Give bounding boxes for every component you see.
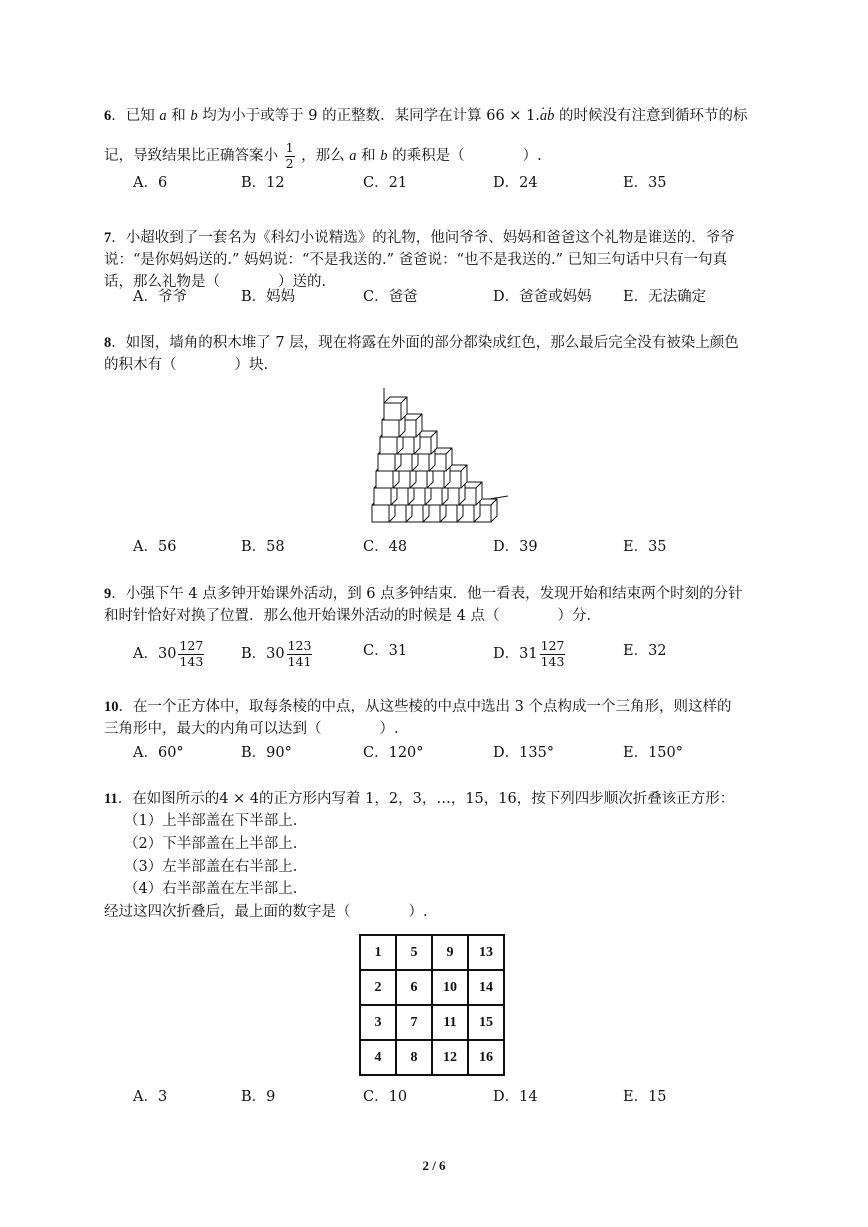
frac-num: 123 <box>287 638 312 653</box>
q9-options <box>133 638 833 669</box>
q10-option-a[interactable]: A．60° <box>133 745 184 761</box>
q8-option-a[interactable]: A．56 <box>133 539 177 555</box>
q11-option-a[interactable]: A．3 <box>133 1089 168 1105</box>
q6-line-2 <box>104 142 542 170</box>
q7-line-1 <box>104 228 735 248</box>
var-b: b <box>380 148 388 164</box>
q10-line-1 <box>104 697 731 717</box>
q11-option-b[interactable]: B．9 <box>241 1089 276 1105</box>
grid-cell: 11 <box>432 1005 468 1040</box>
mixed-number <box>158 640 206 668</box>
page-number: 2 / 6 <box>422 1158 446 1173</box>
grid-cell: 15 <box>468 1005 504 1040</box>
q8-line-1 <box>104 333 739 353</box>
q10-option-b[interactable]: B．90° <box>241 745 292 761</box>
q7-number: 7 <box>104 230 112 246</box>
q11-step-4: （4）右半部盖在左半部上. <box>124 881 298 897</box>
fraction <box>178 640 204 668</box>
frac-den: 141 <box>287 653 312 669</box>
q6-expression <box>486 108 554 124</box>
q8-option-c[interactable]: C．48 <box>363 539 408 555</box>
frac-num: 127 <box>540 638 565 653</box>
q7-option-b[interactable]: B．妈妈 <box>241 289 296 305</box>
grid-cell: 3 <box>360 1005 396 1040</box>
frac-num: 127 <box>179 638 204 653</box>
q9-option-label: D． <box>493 646 520 662</box>
q6-option-a[interactable]: A．6 <box>133 175 168 191</box>
grid-cell: 4 <box>360 1040 396 1075</box>
whole-part: 30 <box>266 646 285 662</box>
grid-cell: 13 <box>468 935 504 970</box>
q7-option-a[interactable]: A．爷爷 <box>133 289 187 305</box>
q9-option-label: A． <box>133 646 158 662</box>
q7-line-3: 话，那么礼物是（ ）送的. <box>104 274 327 290</box>
q8-number: 8 <box>104 335 112 351</box>
q6-line-1 <box>104 106 748 126</box>
q10-text: ．在一个正方体中，取每条棱的中点，从这些棱的中点中选出 3 个点构成一个三角形，则这样的 <box>118 699 732 715</box>
whole-part: 31 <box>519 646 538 662</box>
q10-option-c[interactable]: C．120° <box>363 745 424 761</box>
q11-options <box>133 1086 833 1108</box>
q8-option-e[interactable]: E．35 <box>623 539 667 555</box>
q11-text: ．在如图所示的 <box>117 791 220 807</box>
q6-text: ．已知 <box>111 108 155 124</box>
q11-option-e[interactable]: E．15 <box>623 1089 667 1105</box>
number-grid <box>359 934 505 1076</box>
grid-cell: 10 <box>432 970 468 1005</box>
q6-text: 的时候没有注意到循环节的标 <box>559 108 748 124</box>
q6-text: 均为小于或等于 9 的正整数．某同学在计算 <box>202 108 482 124</box>
block-front-face <box>374 488 391 505</box>
q10-option-d[interactable]: D．135° <box>493 745 555 761</box>
frac-num: 1 <box>285 140 294 155</box>
grid-cell: 8 <box>396 1040 432 1075</box>
q7-option-c[interactable]: C．爸爸 <box>363 289 418 305</box>
q11-question-line: 经过这四次折叠后，最上面的数字是（ ）. <box>104 904 428 920</box>
grid-cell: 2 <box>360 970 396 1005</box>
q9-option-label: B． <box>241 646 267 662</box>
grid-row <box>360 935 504 970</box>
block-front-face <box>382 420 399 437</box>
q11-step-1: （1）上半部盖在下半部上. <box>124 813 298 829</box>
q7-option-e[interactable]: E．无法确定 <box>623 289 707 305</box>
mixed-number <box>519 640 567 668</box>
grid-cell: 16 <box>468 1040 504 1075</box>
q6-option-e[interactable]: E．35 <box>623 175 667 191</box>
q10-option-e[interactable]: E．150° <box>623 745 684 761</box>
q6-text: 和 <box>361 148 376 164</box>
q6-option-c[interactable]: C．21 <box>363 175 408 191</box>
var-a: a <box>159 108 167 124</box>
frac-den: 2 <box>285 155 294 171</box>
expr-digit-a: a . <box>540 106 547 126</box>
q6-text: 的乘积是（ ）. <box>392 148 542 164</box>
q8-options <box>133 536 833 558</box>
q7-text: ．小超收到了一套名为《科幻小说精选》的礼物，他问爷爷、妈妈和爸爸这个礼物是谁送的．爷爷 <box>111 230 735 246</box>
q11-text: 的正方形内写着 1，2，3，…，15，16，按下列四步顺次折叠该正方形： <box>259 791 735 807</box>
q11-grid-size: 4 × 4 <box>219 791 260 807</box>
q9-option-d[interactable] <box>493 640 567 668</box>
q8-option-d[interactable]: D．39 <box>493 539 538 555</box>
block-front-face <box>372 505 389 522</box>
fraction <box>287 640 313 668</box>
var-a: a <box>349 148 357 164</box>
q11-option-c[interactable]: C．10 <box>363 1089 408 1105</box>
q11-step-3: （3）左半部盖在右半部上. <box>124 859 298 875</box>
q9-option-b[interactable] <box>241 640 314 668</box>
q7-option-d[interactable]: D．爸爸或妈妈 <box>493 289 592 305</box>
q10-options <box>133 742 833 764</box>
q7-options <box>133 286 833 308</box>
q10-number: 10 <box>104 699 119 715</box>
q6-number: 6 <box>104 108 112 124</box>
q9-option-a[interactable] <box>133 640 206 668</box>
grid-cell: 14 <box>468 970 504 1005</box>
q6-options <box>133 172 833 194</box>
block-front-face <box>376 471 393 488</box>
expr-prefix: 66 × 1. <box>486 108 540 124</box>
var-b: b <box>190 108 198 124</box>
q6-text: 记，导致结果比正确答案小 <box>104 148 278 164</box>
block-front-face <box>380 437 397 454</box>
q6-option-d[interactable]: D．24 <box>493 175 538 191</box>
q11-option-d[interactable]: D．14 <box>493 1089 538 1105</box>
fraction-half <box>285 142 295 170</box>
q11-step-2: （2）下半部盖在上半部上. <box>124 836 298 852</box>
q6-text: ，那么 <box>301 148 345 164</box>
q11-line-1 <box>104 789 734 809</box>
grid-cell: 7 <box>396 1005 432 1040</box>
grid-row <box>360 1040 504 1075</box>
q6-option-b[interactable]: B．12 <box>241 175 285 191</box>
stacked-blocks-figure <box>360 384 510 528</box>
q8-text: ．如图，墙角的积木堆了 7 层，现在将露在外面的部分都染成红色，那么最后完全没有被染上颜色 <box>111 335 739 351</box>
q9-option-c[interactable]: C．31 <box>363 643 408 659</box>
grid-cell: 1 <box>360 935 396 970</box>
q10-line-2: 三角形中，最大的内角可以达到（ ）. <box>104 721 399 737</box>
block-front-face <box>384 403 401 420</box>
q9-option-e[interactable]: E．32 <box>623 643 667 659</box>
q7-line-2: 说：“是你妈妈送的.” 妈妈说：“不是我送的.” 爸爸说：“也不是我送的.” 已知三句话中只有一句真 <box>104 252 728 268</box>
frac-den: 143 <box>179 653 204 669</box>
frac-den: 143 <box>540 653 565 669</box>
grid-cell: 12 <box>432 1040 468 1075</box>
grid-cell: 6 <box>396 970 432 1005</box>
q6-text: 和 <box>171 108 186 124</box>
q9-text: ．小强下午 4 点多钟开始课外活动，到 6 点多钟结束．他一看表，发现开始和结束两个时刻的分针 <box>111 586 743 602</box>
fraction <box>540 640 566 668</box>
whole-part: 30 <box>157 646 177 662</box>
grid-row <box>360 970 504 1005</box>
q9-number: 9 <box>104 586 112 602</box>
mixed-number <box>266 640 314 668</box>
grid-cell: 5 <box>396 935 432 970</box>
q11-number: 11 <box>104 791 118 807</box>
block-front-face <box>378 454 395 471</box>
q9-line-1 <box>104 584 743 604</box>
expr-digit-b: b . <box>547 106 554 126</box>
grid-row <box>360 1005 504 1040</box>
q8-option-b[interactable]: B．58 <box>241 539 285 555</box>
q9-line-2: 和时针恰好对换了位置．那么他开始课外活动的时候是 4 点（ ）分. <box>104 608 592 624</box>
grid-cell: 9 <box>432 935 468 970</box>
q8-line-2: 的积木有（ ）块. <box>104 357 269 373</box>
